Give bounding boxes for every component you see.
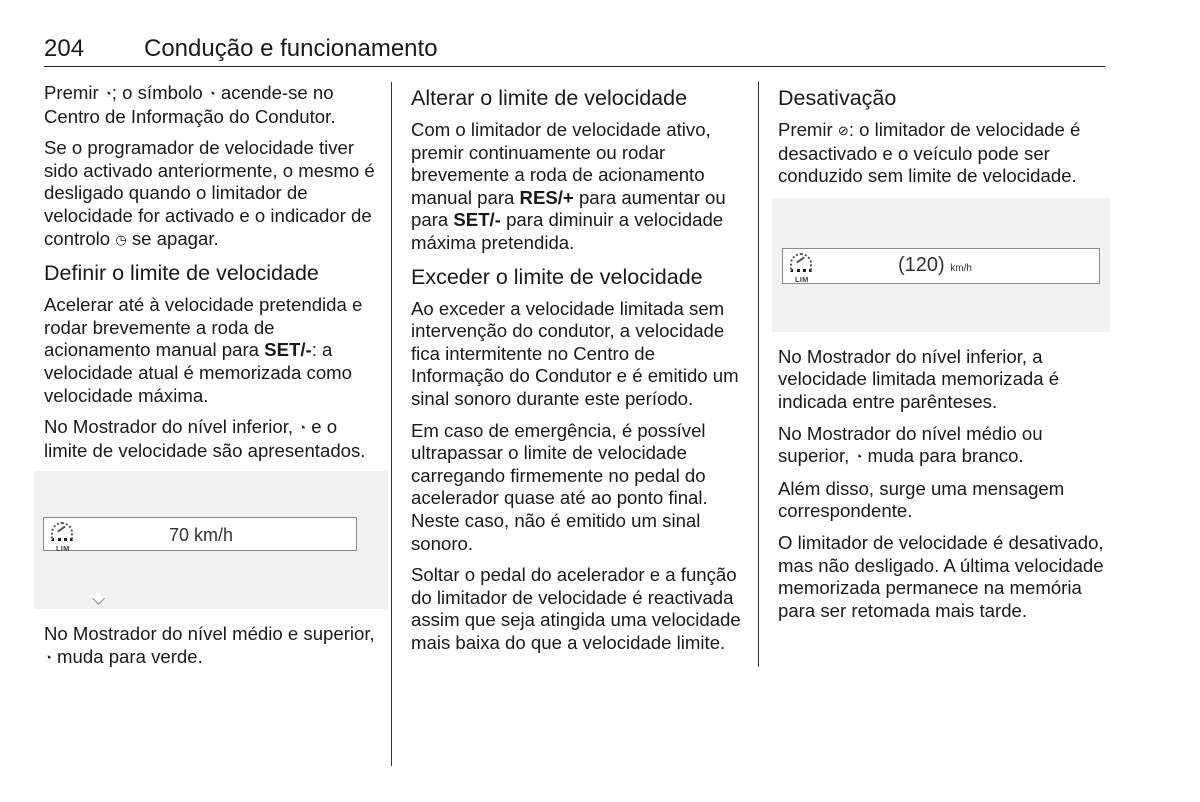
paragraph: Se o programador de velocidade tiver sido activado anteriormente, o mesmo é desligado quando o limitador de velocidade for activado e o indicador de controlo ◷ se apagar. (44, 137, 378, 251)
page-header (44, 34, 1105, 67)
section-heading: Alterar o limite de velocidade (411, 86, 688, 110)
speed-value: 70 km/h (169, 525, 234, 546)
paragraph: Acelerar até à velocidade pretendida e rodar brevemente a roda de acionamento manual para SET/-: a velocidade atual é memorizada como velocidade máxima. (44, 294, 363, 406)
speed-limiter-icon: LIM (789, 251, 815, 279)
paragraph: O limitador de velocidade é desativado, mas não desligado. A última velocidade memorizada permanece na memória para ser retomada mais tarde. (778, 531, 1104, 621)
section-heading: Exceder o limite de velocidade (411, 264, 703, 289)
speed-limiter-icon: LIM (50, 520, 76, 548)
column-2 (411, 82, 745, 663)
display-illustration (772, 198, 1110, 332)
speed-value: (120) km/h (898, 253, 972, 276)
paragraph: No Mostrador do nível médio ou superior, ◔ muda para branco. (778, 423, 1106, 469)
column-divider (391, 82, 392, 766)
speed-limiter-icon: ◔ (854, 449, 863, 465)
paragraph: Com o limitador de velocidade ativo, premir continuamente ou rodar brevemente a roda de acionamento manual para RES/+ para aumentar ou para SET/- para diminuir a velocidade máxima pretendida. (411, 119, 726, 253)
paragraph: Em caso de emergência, é possível ultrapassar o limite de velocidade carregando firmemente no pedal do acelerador quase até ao ponto final. Neste caso, não é emitido um sinal sonoro. (411, 419, 708, 554)
cruise-control-indicator-icon: ◷ (115, 231, 127, 247)
section-heading: Desativação (778, 86, 897, 110)
paragraph: No Mostrador do nível inferior, a velocidade limitada memorizada é indicada entre parênteses. (778, 345, 1060, 412)
lcd-display (43, 517, 357, 554)
display-illustration (34, 471, 388, 609)
speed-limiter-icon: ◔ (298, 420, 307, 436)
column-divider (758, 82, 759, 667)
lcd-display (782, 248, 1100, 284)
speed-limiter-icon: ◔ (103, 86, 112, 101)
speed-limiter-icon: ◔ (207, 86, 216, 101)
page-title: Condução e funcionamento (144, 35, 438, 62)
column-1 (44, 82, 378, 679)
page-number: 204 (44, 35, 85, 62)
paragraph: Ao exceder a velocidade limitada sem intervenção do condutor, a velocidade fica intermitente no Centro de Informação do Condutor e é emitido um sinal sonoro durante este período. (411, 297, 739, 409)
speed-limiter-icon: ◔ (44, 649, 52, 665)
column-3 (778, 82, 1106, 631)
speed-limiter-off-icon: ⊘ (837, 123, 849, 138)
paragraph: Premir ◔; o símbolo ◔ acende-se no Centro de Informação do Condutor. (44, 82, 336, 127)
section-heading: Definir o limite de velocidade (44, 261, 319, 286)
paragraph: Soltar o pedal do acelerador e a função do limitador de velocidade é reactivada assim que seja atingida uma velocidade mais baixa do que a velocidade limite. (411, 564, 741, 653)
paragraph: Premir ⊘: o limitador de velocidade é desactivado e o veículo pode ser conduzido sem limite de velocidade. (778, 119, 1081, 187)
paragraph: No Mostrador do nível inferior, ◔ e o limite de velocidade são apresentados. (44, 416, 366, 461)
paragraph: No Mostrador do nível médio e superior, ◔ muda para verde. (44, 623, 378, 669)
display-pointer (92, 592, 105, 605)
paragraph: Além disso, surge uma mensagem correspondente. (778, 477, 1065, 522)
